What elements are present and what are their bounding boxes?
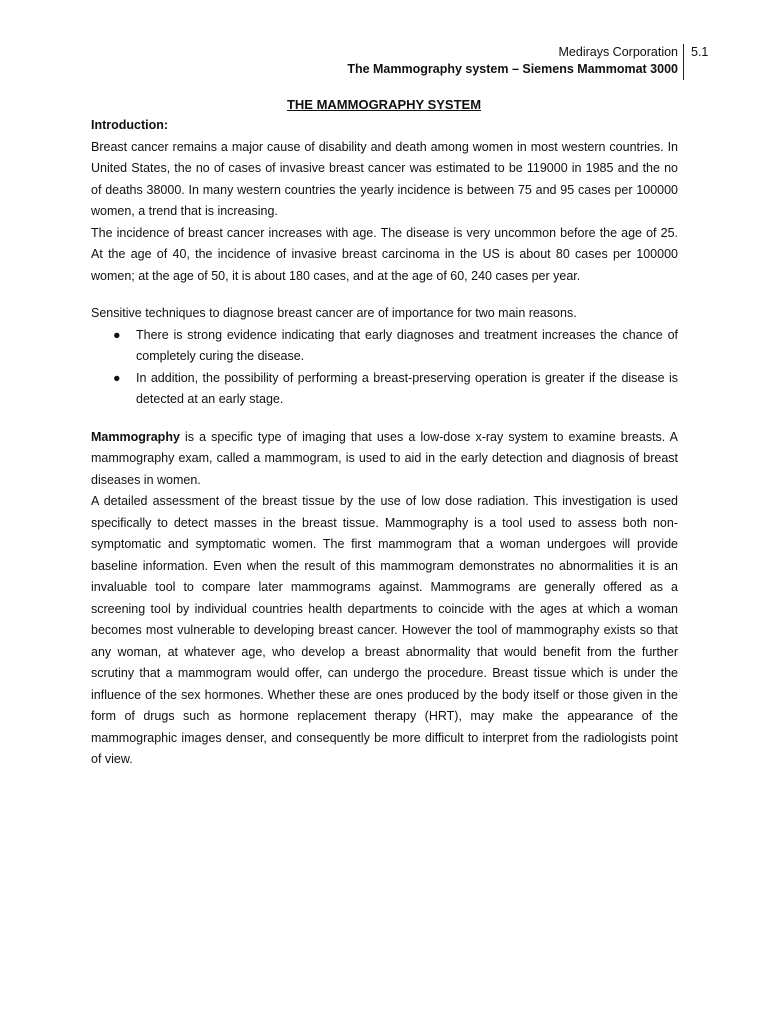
mammography-definition: is a specific type of imaging that uses a low-dose x-ray system to examine breasts. A mammography exam, called a mammogram, is used to aid in the early detection and diagnosis of breast diseases in women.: [91, 429, 678, 487]
mammography-term: Mammography: [91, 429, 180, 444]
introduction-heading: Introduction:: [91, 118, 169, 132]
bullet-icon: ●: [113, 327, 121, 342]
document-title: THE MAMMOGRAPHY SYSTEM: [286, 97, 482, 112]
header-company: Medirays Corporation: [558, 45, 678, 59]
sensitive-techniques-paragraph: Sensitive techniques to diagnose breast cancer are of importance for two main reasons.: [91, 306, 577, 320]
list-item-text: There is strong evidence indicating that early diagnoses and treatment increases the chance of completely curing the disease.: [136, 327, 678, 363]
list-item-text: In addition, the possibility of performing a breast-preserving operation is greater if the disease is detected at an early stage.: [136, 370, 678, 406]
spacer: [91, 411, 678, 427]
page-header: [347, 44, 678, 78]
page-number: 5.1: [691, 45, 709, 59]
intro-paragraph-2: The incidence of breast cancer increases with age. The disease is very uncommon before the age of 25. At the age of 40, the incidence of invasive breast carcinoma in the US is about 80 cases per 100000 women; at the age of 50, it is about 180 cases, and at the age of 60, 240 cases per year.: [91, 225, 678, 283]
intro-paragraph-1: Breast cancer remains a major cause of disability and death among women in most western countries. In United States, the no of cases of invasive breast cancer was estimated to be 119000 in 1985 and the no of deaths 38000. In many western countries the yearly incidence is between 75 and 95 cases per 100000 women, a trend that is increasing.: [91, 139, 678, 218]
header-subtitle: The Mammography system – Siemens Mammomat 3000: [347, 62, 678, 76]
spacer: [91, 287, 678, 303]
document-body: [91, 115, 678, 771]
list-item: [91, 325, 678, 368]
reasons-list: [91, 325, 678, 411]
bullet-icon: ●: [113, 370, 121, 385]
mammography-definition-paragraph: [91, 427, 678, 492]
mammography-detail-paragraph: A detailed assessment of the breast tissue by the use of low dose radiation. This investigation is used specifically to detect masses in the breast tissue. Mammography is a tool used to assess both non-symptomatic and symptomatic women. The first mammogram that a woman undergoes will provide baseline information. Even when the result of this mammogram demonstrates no abnormalities it is an invaluable tool to compare later mammograms against. Mammograms are generally offered as a screening tool by individual countries health departments to coincide with the ages at which a woman becomes most vulnerable to developing breast cancer. However the tool of mammography exists so that any woman, at whatever age, who develop a breast abnormality that would benefit from the further scrutiny that a mammogram would offer, can undergo the procedure. Breast tissue which is under the influence of the sex hormones. Whether these are ones produced by the body itself or those given in the form of drugs such as hormone replacement therapy (HRT), may make the appearance of the mammographic images denser, and consequently be more difficult to interpret from the radiologists point of view.: [91, 494, 678, 766]
list-item: [91, 368, 678, 411]
header-divider: [683, 44, 684, 80]
